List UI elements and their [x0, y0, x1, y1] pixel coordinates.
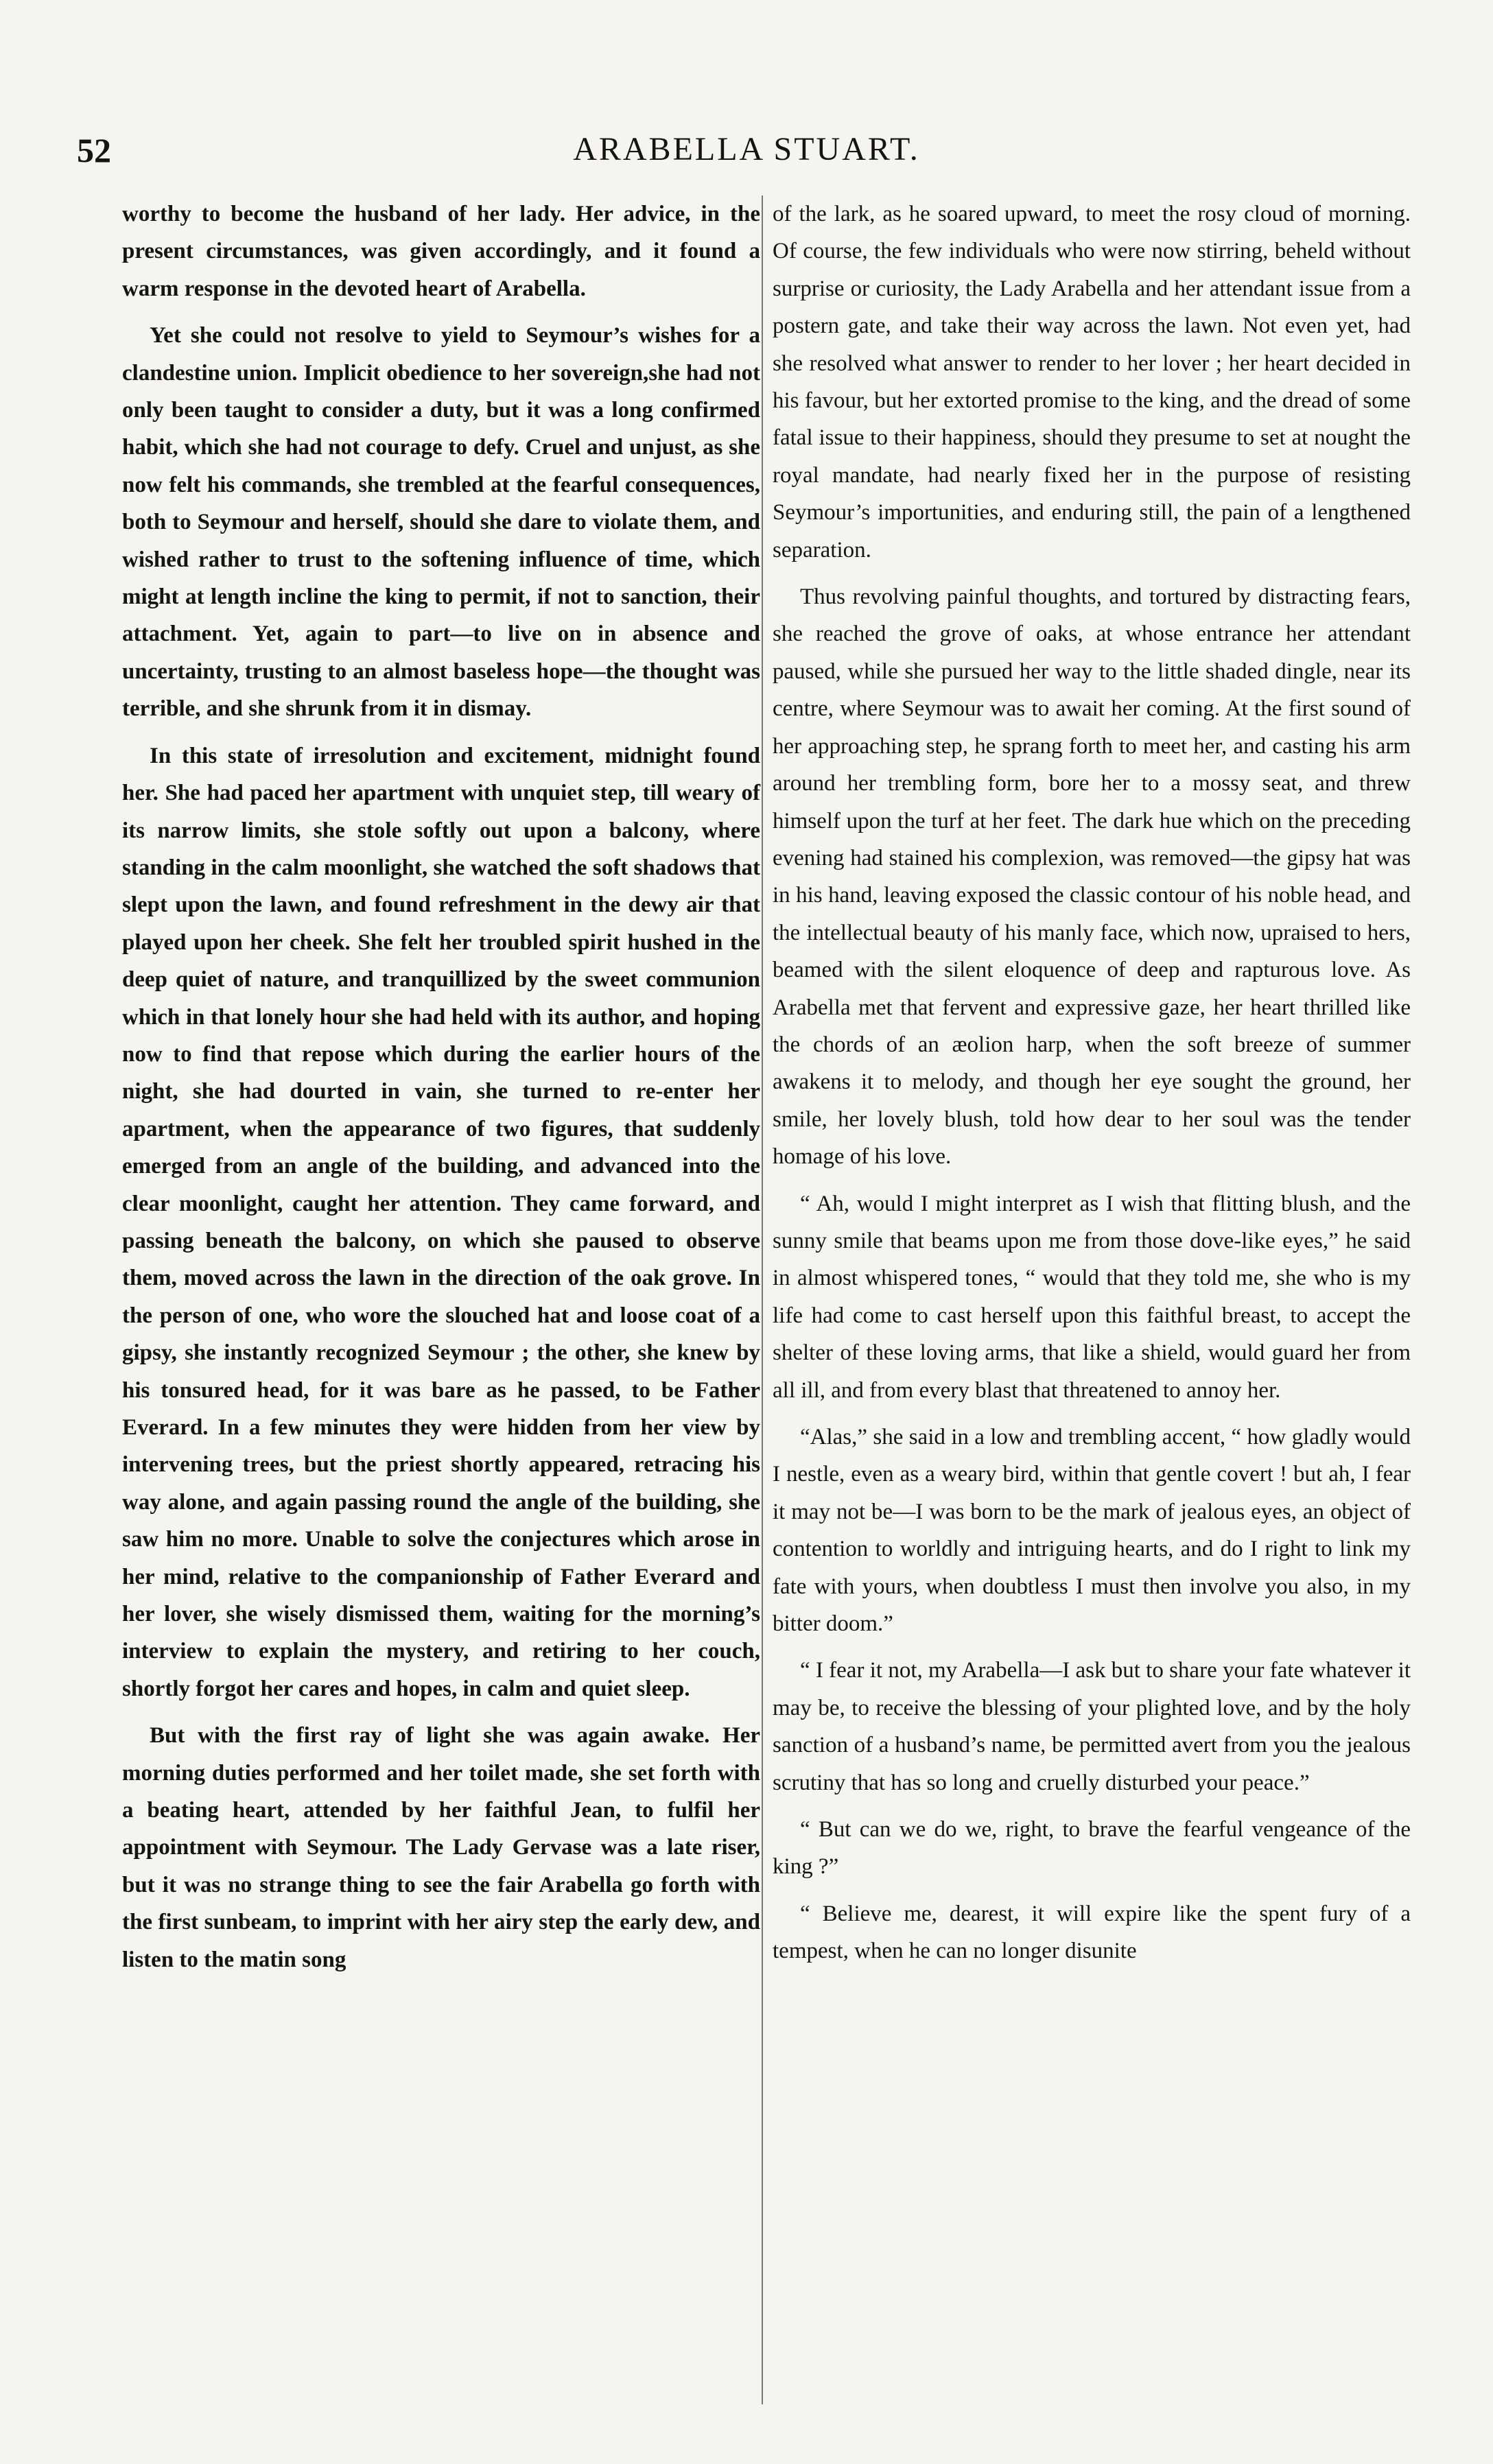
- paragraph: “ Believe me, dearest, it will expire like the spent fury of a tempest, when he can no longer disunite: [773, 1901, 1411, 1964]
- left-column: [122, 196, 760, 1988]
- paragraph: “Alas,” she said in a low and trembling accent, “ how gladly would I nestle, even as a weary bird, within that gentle covert ! but ah, I fear it may not be—I was born to be the mark of jealous eyes, an object of contention to worldly and intriguing hearts, and do I right to link my fate with yours, when doubtless I must then involve you also, in my bitter doom.”: [773, 1425, 1411, 1637]
- page-header: [0, 130, 1493, 178]
- paragraph: In this state of irresolution and excitement, midnight found her. She had paced her apartment with unquiet step, till weary of its narrow limits, she stole softly out upon a balcony, where standing in the calm moonlight, she watched the soft shadows that slept upon the lawn, and found refreshment in the dewy air that played upon her cheek. She felt her troubled spirit hushed in the deep quiet of nature, and tranquillized by the sweet communion which in that lonely hour she had held with its author, and hoping now to find that repose which during the earlier hours of the night, she had dourted in vain, she turned to re-enter her apartment, when the appearance of two figures, that suddenly emerged from an angle of the building, and advanced into the clear moonlight, caught her attention. They came forward, and passing beneath the balcony, on which she paused to observe them, moved across the lawn in the direction of the oak grove. In the person of one, who wore the slouched hat and loose coat of a gipsy, she instantly recognized Seymour ; the other, she knew by his tonsured head, for it was bare as he passed, to be Father Everard. In a few minutes they were hidden from her view by intervening trees, but the priest shortly appeared, retracing his way alone, and again passing round the angle of the building, she saw him no more. Unable to solve the conjectures which arose in her mind, relative to the companionship of Father Everard and her lover, she wisely dismissed them, waiting for the morning’s interview to explain the mystery, and retiring to her couch, shortly forgot her cares and hopes, in calm and quiet sleep.: [122, 743, 760, 1701]
- paragraph: Yet she could not resolve to yield to Seymour’s wishes for a clandestine union. Implicit obedience to her sovereign,she had not only been taught to consider a duty, but it was a long confirmed habit, which she had not courage to defy. Cruel and unjust, as she now felt his commands, she trembled at the fearful consequences, both to Seymour and herself, should she dare to violate them, and wished rather to trust to the softening influence of time, which might at length incline the king to permit, if not to sanction, their attachment. Yet, again to part—to live on in absence and uncertainty, trusting to an almost baseless hope—the thought was terrible, and she shrunk from it in dismay.: [122, 323, 760, 722]
- page-number: 52: [77, 131, 111, 169]
- paragraph: worthy to become the husband of her lady. Her advice, in the present circumstances, was given accordingly, and it found a warm response in the devoted heart of Arabella.: [122, 202, 760, 301]
- running-title: ARABELLA STUART.: [573, 131, 920, 167]
- paragraph: “ I fear it not, my Arabella—I ask but to share your fate whatever it may be, to receive the blessing of your plighted love, and by the holy sanction of a husband’s name, be permitted avert from you the jealous scrutiny that has so long and cruelly disturbed your peace.”: [773, 1658, 1411, 1795]
- paragraph: Thus revolving painful thoughts, and tortured by distracting fears, she reached the grove of oaks, at whose entrance her attendant paused, while she pursued her way to the little shaded dingle, near its centre, where Seymour was to await her coming. At the first sound of her approaching step, he sprang forth to meet her, and casting his arm around her trembling form, bore her to a mossy seat, and threw himself upon the turf at her feet. The dark hue which on the preceding evening had stained his complexion, was removed—the gipsy hat was in his hand, leaving exposed the classic contour of his noble head, and the intellectual beauty of his manly face, which now, upraised to hers, beamed with the silent eloquence of deep and rapturous love. As Arabella met that fervent and expressive gaze, her heart thrilled like the chords of an æolion harp, when the soft breeze of summer awakens it to melody, and though her eye sought the ground, her smile, her lovely blush, told how dear to her soul was the tender homage of his love.: [773, 584, 1411, 1170]
- column-divider: [762, 196, 763, 2404]
- paragraph: of the lark, as he soared upward, to meet the rosy cloud of morning. Of course, the few individuals who were now stirring, beheld without surprise or curiosity, the Lady Arabella and her attendant issue from a postern gate, and take their way across the lawn. Not even yet, had she resolved what answer to render to her lover ; her heart decided in his favour, but her extorted promise to the king, and the dread of some fatal issue to their happiness, should they presume to set at nought the royal mandate, had nearly fixed her in the purpose of resisting Seymour’s importunities, and enduring still, the pain of a lengthened separation.: [773, 202, 1411, 562]
- right-column: [773, 196, 1411, 1980]
- paragraph: “ Ah, would I might interpret as I wish that flitting blush, and the sunny smile that beams upon me from those dove-like eyes,” he said in almost whispered tones, “ would that they told me, she who is my life had come to cast herself upon this faithful breast, to accept the shelter of these loving arms, that like a shield, would guard her from all ill, and from every blast that threatened to annoy her.: [773, 1191, 1411, 1403]
- paragraph: But with the first ray of light she was again awake. Her morning duties performed and her toilet made, she set forth with a beating heart, attended by her faithful Jean, to fulfil her appointment with Seymour. The Lady Gervase was a late riser, but it was no strange thing to see the fair Arabella go forth with the first sunbeam, to imprint with her airy step the early dew, and listen to the matin song: [122, 1723, 760, 1972]
- paragraph: “ But can we do we, right, to brave the fearful vengeance of the king ?”: [773, 1817, 1411, 1880]
